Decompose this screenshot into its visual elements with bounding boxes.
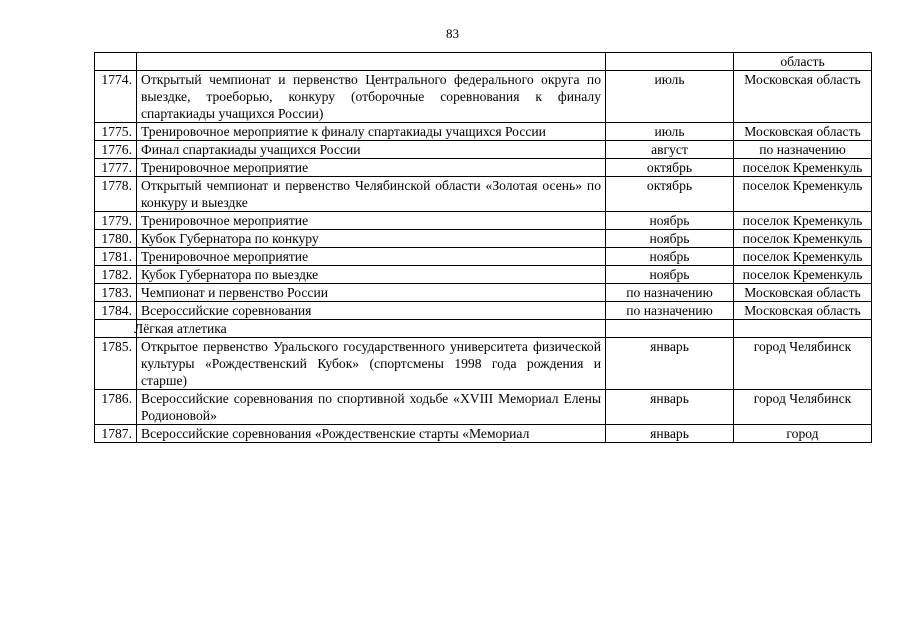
event-place: Московская область: [734, 71, 872, 123]
event-month: октябрь: [606, 177, 734, 212]
event-place: Московская область: [734, 123, 872, 141]
table-row: [95, 284, 872, 302]
page-number: 83: [446, 26, 459, 41]
event-place: поселок Кременкуль: [734, 212, 872, 230]
section-title: Лёгкая атлетика: [134, 321, 227, 336]
event-place: город Челябинск: [734, 338, 872, 390]
events-table: [94, 52, 872, 443]
event-month: январь: [606, 338, 734, 390]
row-number: 1784.: [95, 302, 137, 320]
section-title-cell: [134, 320, 606, 338]
event-place: область: [734, 53, 872, 71]
row-number: 1781.: [95, 248, 137, 266]
event-name: Открытое первенство Уральского государственного университета физической культуры «Рождественский Кубок» (спортсмены 1998 года рождения и старше): [137, 338, 606, 390]
event-place: город: [734, 425, 872, 443]
table-row: [95, 230, 872, 248]
event-name: Тренировочное мероприятие: [137, 159, 606, 177]
event-place: поселок Кременкуль: [734, 266, 872, 284]
event-month: октябрь: [606, 159, 734, 177]
table-row: [95, 177, 872, 212]
row-number: 1786.: [95, 390, 137, 425]
table-row: [95, 141, 872, 159]
event-month: август: [606, 141, 734, 159]
row-number: 1777.: [95, 159, 137, 177]
event-place: город Челябинск: [734, 390, 872, 425]
event-name: Кубок Губернатора по конкуру: [137, 230, 606, 248]
row-number: 1779.: [95, 212, 137, 230]
event-month: июль: [606, 71, 734, 123]
table-row: [95, 425, 872, 443]
event-name: Финал спартакиады учащихся России: [137, 141, 606, 159]
event-name: [137, 53, 606, 71]
event-name: Кубок Губернатора по выездке: [137, 266, 606, 284]
event-month: июль: [606, 123, 734, 141]
row-number: 1775.: [95, 123, 137, 141]
event-month: по назначению: [606, 284, 734, 302]
event-name: Тренировочное мероприятие к финалу спартакиады учащихся России: [137, 123, 606, 141]
event-month: ноябрь: [606, 212, 734, 230]
row-number: 1787.: [95, 425, 137, 443]
event-place: поселок Кременкуль: [734, 230, 872, 248]
event-place: [734, 320, 872, 338]
table-row: [95, 266, 872, 284]
table-row: [95, 212, 872, 230]
row-number: [95, 53, 137, 71]
row-number: 1776.: [95, 141, 137, 159]
row-number: 1783.: [95, 284, 137, 302]
event-month: ноябрь: [606, 230, 734, 248]
event-month: ноябрь: [606, 248, 734, 266]
event-name: Тренировочное мероприятие: [137, 248, 606, 266]
event-place: поселок Кременкуль: [734, 159, 872, 177]
row-number: 1782.: [95, 266, 137, 284]
event-place: по назначению: [734, 141, 872, 159]
event-month: январь: [606, 390, 734, 425]
row-number: 1774.: [95, 71, 137, 123]
table-row: [95, 159, 872, 177]
row-number: [95, 320, 137, 338]
table-row: [95, 53, 872, 71]
section-header-row: [95, 320, 872, 338]
event-month: январь: [606, 425, 734, 443]
event-month: [606, 320, 734, 338]
event-name: Всероссийские соревнования: [137, 302, 606, 320]
row-number: 1785.: [95, 338, 137, 390]
table-row: [95, 338, 872, 390]
event-name: Открытый чемпионат и первенство Челябинской области «Золотая осень» по конкуру и выездке: [137, 177, 606, 212]
row-number: 1780.: [95, 230, 137, 248]
table-row: [95, 302, 872, 320]
event-name: Всероссийские соревнования по спортивной ходьбе «XVIII Мемориал Елены Родионовой»: [137, 390, 606, 425]
table-row: [95, 71, 872, 123]
table-row: [95, 390, 872, 425]
event-place: поселок Кременкуль: [734, 177, 872, 212]
event-place: Московская область: [734, 302, 872, 320]
event-month: по назначению: [606, 302, 734, 320]
event-place: поселок Кременкуль: [734, 248, 872, 266]
event-name: Всероссийские соревнования «Рождественские старты «Мемориал: [137, 425, 606, 443]
event-place: Московская область: [734, 284, 872, 302]
events-table-body: [95, 53, 872, 443]
event-month: [606, 53, 734, 71]
table-row: [95, 123, 872, 141]
event-name: Открытый чемпионат и первенство Центрального федерального округа по выездке, троеборью, конкуру (отборочные соревнования к финалу спартакиады учащихся России): [137, 71, 606, 123]
table-row: [95, 248, 872, 266]
row-number: 1778.: [95, 177, 137, 212]
event-name: Тренировочное мероприятие: [137, 212, 606, 230]
event-month: ноябрь: [606, 266, 734, 284]
event-name: Чемпионат и первенство России: [137, 284, 606, 302]
